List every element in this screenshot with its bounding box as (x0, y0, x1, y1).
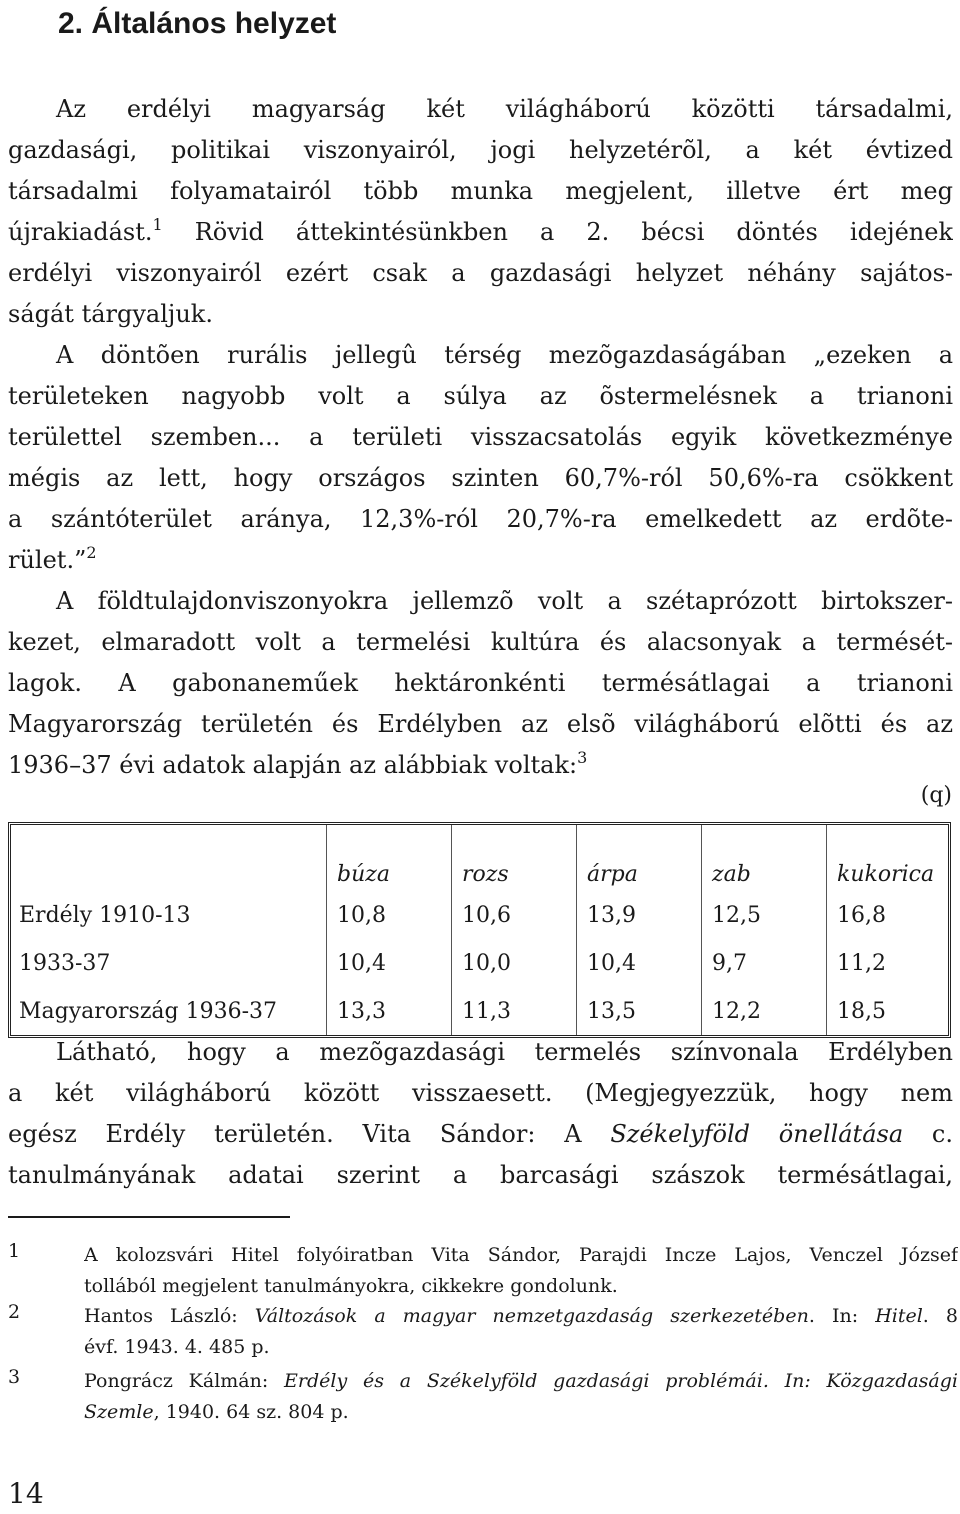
footnote-separator (8, 1216, 290, 1218)
table-cell: 13,9 (577, 891, 702, 939)
italic-title: Székelyföld önellátása (610, 1120, 904, 1148)
header-cell: rozs (452, 825, 577, 891)
text-line: területeken nagyobb volt a súlya az õstermelésnek a trianoni (8, 382, 953, 410)
text-line: tanulmányának adatai szerint a barcasági szászok termésátlagai, (8, 1161, 953, 1189)
table-cell: 10,4 (327, 939, 452, 987)
text-line: Látható, hogy a mezõgazdasági termelés színvonala Erdélyben (56, 1038, 953, 1066)
footnote-number: 3 (8, 1366, 21, 1388)
footnote-number: 1 (8, 1240, 21, 1262)
text-line: újrakiadást.$^1$ Rövid áttekintésünkben a 2. bécsi döntés idejének (8, 215, 953, 246)
footnote-2 (8, 1301, 958, 1363)
table-cell: 10,0 (452, 939, 577, 987)
header-cell: kukorica (837, 862, 935, 887)
footnote-line: A kolozsvári Hitel folyóiratban Vita Sándor, Parajdi Incze Lajos, Venczel József (84, 1244, 958, 1266)
row-label: 1933-37 (11, 939, 327, 987)
text-line: Magyarország területén és Erdélyben az elsõ világháború elõtti és az (8, 710, 953, 738)
text-line: rület.”$^2$ (8, 543, 97, 574)
table-cell: 10,4 (577, 939, 702, 987)
text-line: erdélyi viszonyairól ezért csak a gazdasági helyzet néhány sajátos- (8, 259, 953, 287)
text-line: a két világháború között visszaesett. (Megjegyezzük, hogy nem (8, 1079, 953, 1107)
table-cell: 10,6 (452, 891, 577, 939)
text-line: területtel szemben... a területi visszacsatolás egyik következménye (8, 423, 953, 451)
footnote-line: Szemle, 1940. 64 sz. 804 p. (84, 1401, 349, 1423)
text-line: társadalmi folyamatairól több munka megjelent, illetve ért meg (8, 177, 953, 205)
text-line: a szántóterület aránya, 12,3%-ról 20,7%-ra emelkedett az erdõte- (8, 505, 953, 533)
text-line: gazdasági, politikai viszonyairól, jogi helyzetérõl, a két évtized (8, 136, 953, 164)
footnote-line: Hantos László: Változások a magyar nemzetgazdaság szerkezetében. In: Hitel. 8 (84, 1305, 958, 1327)
page-number: 14 (8, 1477, 44, 1510)
footnote-ref-2[interactable]: 2 (86, 543, 97, 562)
row-label: Erdély 1910-13 (11, 891, 327, 939)
text-line: Az erdélyi magyarság két világháború közötti társadalmi, (56, 95, 953, 123)
footnote-3 (8, 1366, 958, 1428)
text-line: lagok. A gabonaneműek hektáronkénti termésátlagai a trianoni (8, 669, 953, 697)
header-cell: zab (702, 825, 827, 891)
text-line: kezet, elmaradott volt a termelési kultúra és alacsonyak a termését- (8, 628, 953, 656)
table-cell: 12,5 (702, 891, 827, 939)
table-cell: 11,3 (452, 987, 577, 1035)
table-row (11, 891, 948, 939)
table-unit: (q) (920, 783, 952, 808)
paragraph-conclusion (8, 1032, 953, 1196)
table-cell: 10,8 (327, 891, 452, 939)
paragraph-quote (8, 335, 953, 581)
paragraph-land (8, 581, 953, 786)
table-header-row (11, 825, 948, 891)
text-line: 1936–37 évi adatok alapján az alábbiak voltak:$^3$ (8, 748, 588, 779)
table-cell: 11,2 (837, 950, 886, 976)
text-line: egész Erdély területén. Vita Sándor: A Székelyföld önellátása c. (8, 1120, 953, 1148)
text-line: mégis az lett, hogy országos szinten 60,7%-ról 50,6%-ra csökkent (8, 464, 953, 492)
table-cell: 12,2 (702, 987, 827, 1035)
footnote-ref-3[interactable]: 3 (577, 748, 588, 767)
table-row (11, 939, 948, 987)
footnote-line: Pongrácz Kálmán: Erdély és a Székelyföld gazdasági problémái. In: Közgazdasági (84, 1370, 958, 1392)
table-cell: 16,8 (837, 902, 886, 928)
footnote-line: évf. 1943. 4. 485 p. (84, 1336, 270, 1358)
footnote-line: tollából megjelent tanulmányokra, cikkekre gondolunk. (84, 1275, 618, 1297)
text-line: ságát tárgyaljuk. (8, 300, 213, 328)
header-cell (11, 825, 327, 891)
header-cell: árpa (577, 825, 702, 891)
table-cell: 18,5 (837, 998, 886, 1024)
header-cell: búza (327, 825, 452, 891)
table-cell: 13,3 (327, 987, 452, 1035)
yield-table (8, 822, 951, 1038)
section-heading: 2. Általános helyzet (58, 7, 337, 40)
table-row (11, 987, 948, 1035)
table-cell: 9,7 (702, 939, 827, 987)
footnote-number: 2 (8, 1301, 21, 1323)
footnote-ref-1[interactable]: 1 (152, 215, 163, 234)
text-line: A földtulajdonviszonyokra jellemzõ volt a szétaprózott birtokszer- (56, 587, 953, 615)
paragraph-intro (8, 89, 953, 335)
text-line: A döntõen rurális jellegû térség mezõgazdaságában „ezeken a (56, 341, 953, 369)
row-label: Magyarország 1936-37 (11, 987, 327, 1035)
table-cell: 13,5 (577, 987, 702, 1035)
footnote-1 (8, 1240, 958, 1302)
